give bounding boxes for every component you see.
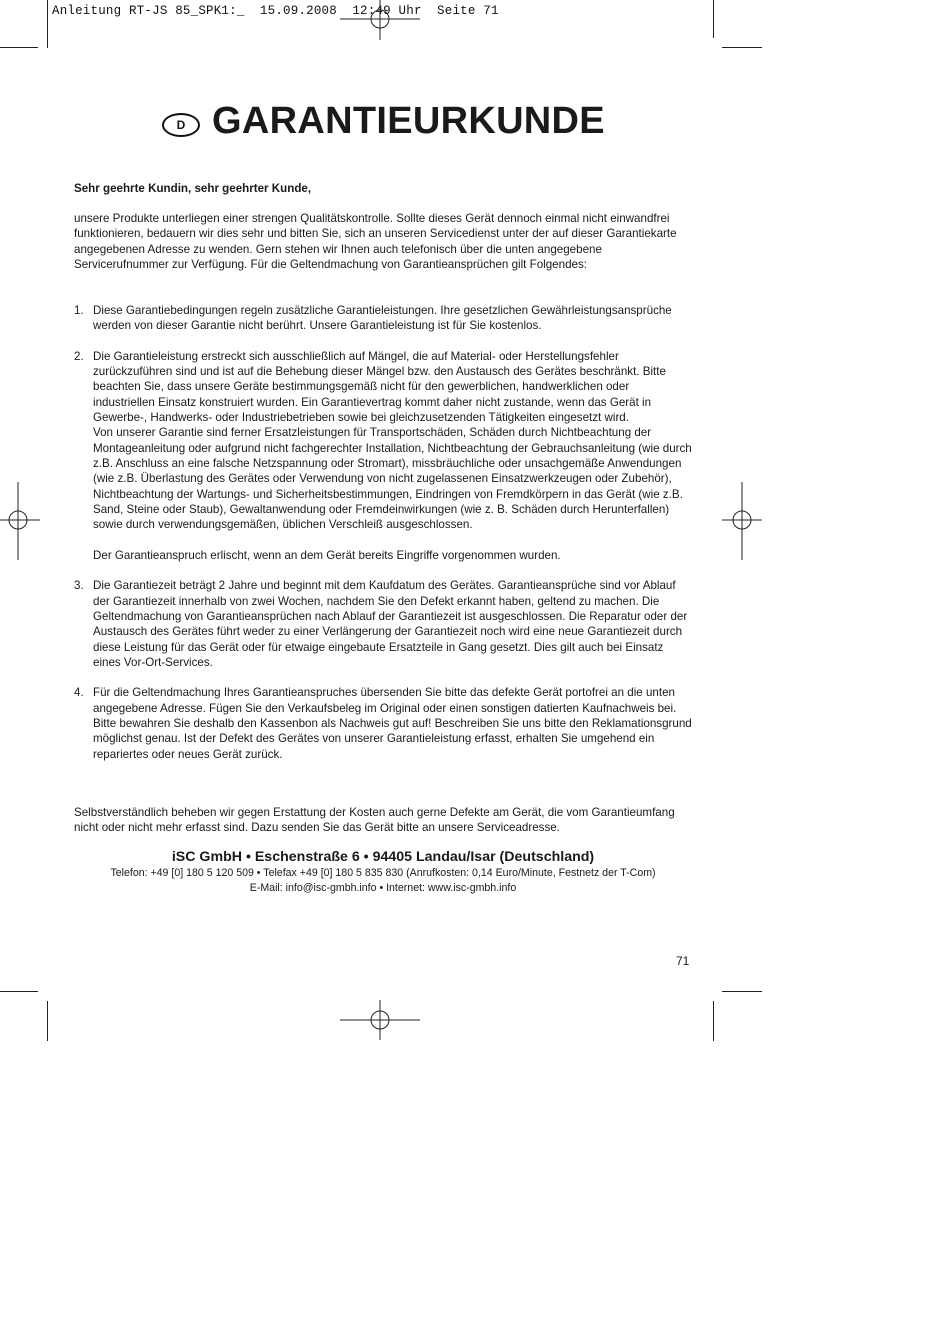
country-badge: D [162,113,200,137]
item-paragraph: Die Garantiezeit beträgt 2 Jahre und beginnt mit dem Kaufdatum des Gerätes. Garantieansprüche sind vor Ablauf der Garantiezeit innerhalb von zwei Wochen, nachdem Sie den Defekt erkannt haben, geltend zu machen. Die Geltendmachung von Garantieansprüchen nach Ablauf der Garantiezeit ist ausgeschlossen. Die Reparatur oder der Austausch des Gerätes führt weder zu einer Verlängerung der Garantiezeit noch wird eine neue Garantiezeit durch diese Leistung für das Gerät oder für etwaige eingebaute Ersatzteile in Gang gesetzt. Dies gilt auch bei Einsatz eines Vor-Ort-Services. [93,579,688,669]
conditions-list [74,303,692,777]
crop-mark [47,1001,48,1041]
crop-mark [0,47,38,48]
company-phone: Telefon: +49 [0] 180 5 120 509 • Telefax +49 [0] 180 5 835 830 (Anrufkosten: 0,14 Euro/Minute, Festnetz der T-Com) [110,867,656,879]
crop-mark [47,0,48,48]
crop-mark [713,1001,714,1041]
list-item [74,578,692,670]
registration-mark [340,0,420,40]
crop-mark [0,991,38,992]
closing-paragraph: Selbstverständlich beheben wir gegen Erstattung der Kosten auch gerne Defekte am Gerät, die vom Garantieumfang nicht oder nicht mehr erfasst sind. Dazu senden Sie das Gerät bitte an unsere Serviceadresse. [74,806,675,835]
item-number: 3. [74,579,84,593]
list-item [74,349,692,563]
company-name: iSC GmbH • Eschenstraße 6 • 94405 Landau/Isar (Deutschland) [171,849,595,865]
list-item [74,303,692,334]
page-title: GARANTIEURKUNDE [212,100,605,142]
crop-mark [722,47,762,48]
crop-mark [722,991,762,992]
registration-mark [340,1000,420,1040]
registration-mark [0,482,40,560]
registration-mark [722,482,762,560]
company-address [74,848,692,896]
salutation: Sehr geehrte Kundin, sehr geehrter Kunde, [74,182,312,195]
item-paragraph: Die Garantieleistung erstreckt sich ausschließlich auf Mängel, die auf Material- oder Herstellungsfehler zurückzuführen sind und ist auf die Behebung dieser Mängel bzw. den Austausch des Gerätes beschränkt. Bitte beachten Sie, dass unsere Geräte bestimmungsgemäß nicht für den gewerblichen, handwerklichen oder industriellen Einsatz konstruiert wurden. Ein Garantievertrag kommt daher nicht zustande, wenn das Gerät in Gewerbe-, Handwerks- oder Industriebetrieben sowie bei gleichzusetzenden Tätigkeiten eingesetzt wird. [93,349,666,425]
item-paragraph: Von unserer Garantie sind ferner Ersatzleistungen für Transportschäden, Schäden durch Nichtbeachtung der Montageanleitung oder aufgrund nicht fachgerechter Installation, Nichtbeachtung der Gebrauchsanleitung (wie durch z.B. Anschluss an eine falsche Netzspannung oder Stromart), missbräuchliche oder unsachgemäße Anwendungen (wie z.B. Überlastung des Gerätes oder Verwendung von nicht zugelassenen Einsatzwerkzeugen oder Zubehör), Nichtbeachtung der Wartungs- und Sicherheitsbestimmungen, Eindringen von Fremdkörpern in das Gerät (wie z.B. Sand, Steine oder Staub), Gewaltanwendung oder Fremdeinwirkungen (wie z. B. Schäden durch Herunterfallen) sowie durch verwendungsgemäßen, üblichen Verschleiß ausgeschlossen. [93,426,692,532]
crop-mark [713,0,714,38]
list-item [74,685,692,761]
item-number: 2. [74,349,84,363]
page-number: 71 [676,954,690,968]
item-number: 1. [74,304,84,317]
print-slug: Anleitung RT-JS 85_SPK1:_ 15.09.2008 12:49 Uhr Seite 71 [52,4,499,18]
title-block [162,100,605,143]
company-web: E-Mail: info@isc-gmbh.info • Internet: www.isc-gmbh.info [249,882,517,894]
item-paragraph: Für die Geltendmachung Ihres Garantieanspruches übersenden Sie bitte das defekte Gerät portofrei an die unten angegebene Adresse. Fügen Sie den Verkaufsbeleg im Original oder einen sonstigen datierten Kaufnachweis bei. Bitte bewahren Sie deshalb den Kassenbon als Nachweis gut auf! Beschreiben Sie uns bitte den Reklamationsgrund möglichst genau. Ist der Defekt des Gerätes von unserer Garantieleistung erfasst, erhalten Sie umgehend ein repariertes oder neues Gerät zurück. [93,686,692,761]
item-paragraph: Diese Garantiebedingungen regeln zusätzliche Garantieleistungen. Ihre gesetzlichen Gewährleistungsansprüche werden von dieser Garantie nicht berührt. Unsere Garantieleistung ist für Sie kostenlos. [93,304,672,333]
intro-paragraph: unsere Produkte unterliegen einer strengen Qualitätskontrolle. Sollte dieses Gerät dennoch einmal nicht einwandfrei funktionieren, bedauern wir dies sehr und bitten Sie, sich an unseren Servicedienst unter der auf dieser Garantiekarte angegebenen Adresse zu wenden. Gern stehen wir Ihnen auch telefonisch über die unten angegebene Servicerufnummer zur Verfügung. Für die Geltendmachung von Garantieansprüchen gilt Folgendes: [74,212,677,271]
item-number: 4. [74,686,84,700]
item-paragraph: Der Garantieanspruch erlischt, wenn an dem Gerät bereits Eingriffe vorgenommen wurden. [93,548,561,562]
